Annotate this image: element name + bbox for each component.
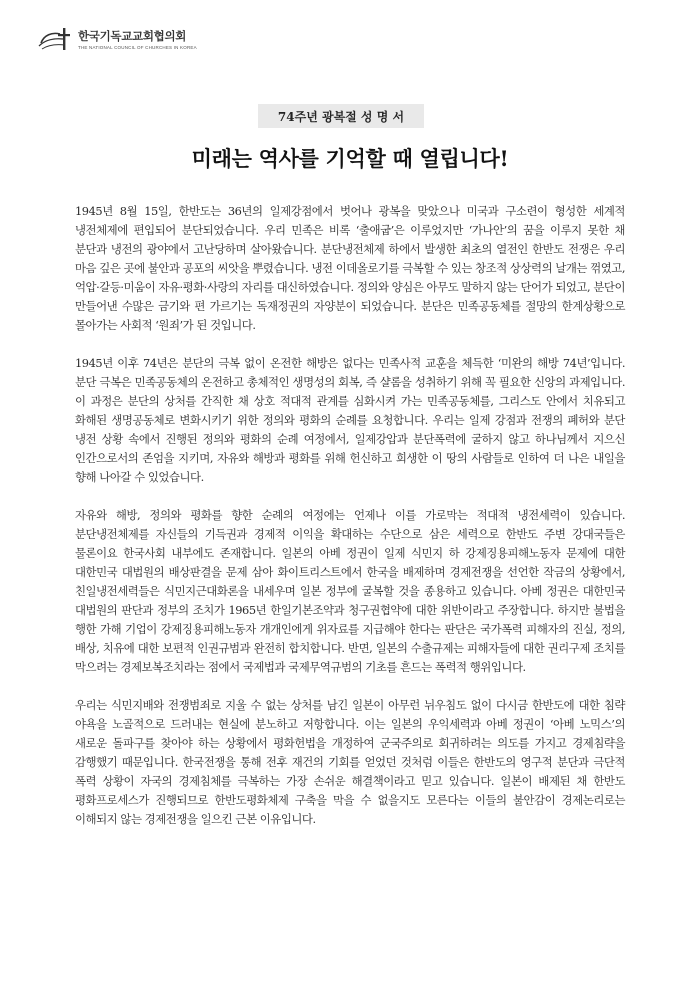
paragraph-2: 1945년 이후 74년은 분단의 극복 없이 온전한 해방은 없다는 민족사적 교훈을 체득한 ‘미완의 해방 74년’입니다. 분단 극복은 민족공동체의 온전하고 총체적인 생명성의 회복, 즉 샬롬을 성취하기 위해 꼭 필요한 신앙의 과제입니다. 이 과정은 분단의 상처를 간직한 채 상호 적대적 관계를 심화시켜 가는 민족공동체를, 그리스도 안에서 치유되고 화해된 생명공동체로 변화시키기 위한 정의와 평화의 순례를 요청합니다. 우리는 일제 강점과 전쟁의 폐허와 분단 냉전 상황 속에서 진행된 정의와 평화의 순례 여정에서, 일제강압과 분단폭력에 굴하지 않고 하나님께서 지으신 인간으로서의 존엄을 지키며, 자유와 해방과 평화를 위해 헌신하고 희생한 이 땅의 사람들로 인하여 더 나은 내일을 향해 나아갈 수 있었습니다.	[75, 356, 625, 484]
statement-body	[75, 202, 625, 848]
statement-badge: 74주년 광복절 성 명 서	[258, 104, 424, 128]
org-name-english: THE NATIONAL COUNCIL OF CHURCHES IN KOREA	[78, 45, 197, 50]
org-name-korean: 한국기독교교회협의회	[78, 29, 187, 43]
statement-title: 미래는 역사를 기억할 때 열립니다!	[191, 146, 509, 171]
paragraph-4: 우리는 식민지배와 전쟁범죄로 지울 수 없는 상처를 남긴 일본이 아무런 뉘우침도 없이 다시금 한반도에 대한 침략 야욕을 노골적으로 드러내는 현실에 분노하고 저항합니다. 이는 일본의 우익세력과 아베 정권이 ‘아베 노믹스’의 새로운 돌파구를 찾아야 하는 상황에서 평화헌법을 개정하여 군국주의로 회귀하려는 의도를 가지고 경제침략을 감행했기 때문입니다. 한국전쟁을 통해 전후 재건의 기회를 얻었던 것처럼 이들은 한반도의 영구적 분단과 극단적 폭력 상황이 자국의 경제침체를 극복하는 가장 손쉬운 해결책이라고 믿고 있습니다. 일본이 배제된 채 한반도 평화프로세스가 진행되므로 한반도평화체제 구축을 막을 수 없을지도 모른다는 이들의 불안감이 경제논리로는 이해되지 않는 경제전쟁을 일으킨 근본 이유입니다.	[75, 698, 625, 826]
ncck-logo-icon	[38, 26, 72, 52]
paragraph-3: 자유와 해방, 정의와 평화를 향한 순례의 여정에는 언제나 이를 가로막는 적대적 냉전세력이 있습니다. 분단냉전체제를 자신들의 기득권과 경제적 이익을 확대하는 수단으로 삼은 세력으로 한반도 주변 강대국들은 물론이요 한국사회 내부에도 존재합니다. 일본의 아베 정권이 일제 식민지 하 강제징용피해노동자 문제에 대한 대한민국 대법원의 배상판결을 문제 삼아 화이트리스트에서 한국을 배제하며 경제전쟁을 선언한 작금의 상황에서, 친일냉전세력들은 식민지근대화론을 내세우며 일본 정부에 굴복할 것을 종용하고 있습니다. 아베 정권은 대한민국 대법원의 판단과 정부의 조치가 1965년 한일기본조약과 청구권협약에 대한 위반이라고 주장합니다. 하지만 불법을 행한 가해 기업이 강제징용피해노동자 개개인에게 위자료를 지급해야 한다는 판단은 국가폭력 피해자의 진실, 정의, 배상, 치유에 대한 보편적 인권규범과 완전히 합치합니다. 반면, 일본의 수출규제는 피해자들에 대한 권리구제 조치를 막으려는 경제보복조치라는 점에서 국제법과 국제무역규범의 기초를 흔드는 폭력적 행위입니다.	[75, 508, 625, 674]
letterhead	[38, 26, 197, 52]
paragraph-1: 1945년 8월 15일, 한반도는 36년의 일제강점에서 벗어나 광복을 맞았으나 미국과 구소련이 형성한 세계적 냉전체제에 편입되어 분단되었습니다. 우리 민족은 비록 ‘출애굽’은 이루었지만 ‘가나안’의 꿈을 이루지 못한 채 분단과 냉전의 광야에서 고난당하며 살아왔습니다. 분단냉전체제 하에서 발생한 최초의 열전인 한반도 전쟁은 우리 마음 깊은 곳에 불안과 공포의 씨앗을 뿌렸습니다. 냉전 이데올로기를 극복할 수 있는 창조적 상상력의 날개는 꺾였고, 억압·갈등·미움이 자유·평화·사랑의 자리를 대신하였습니다. 정의와 양심은 아무도 말하지 않는 단어가 되었고, 분단이 만들어낸 수많은 금기와 편 가르기는 독재정권의 자양분이 되었습니다. 분단은 민족공동체를 절망의 한계상황으로 몰아가는 사회적 ‘원죄’가 된 것입니다.	[75, 204, 625, 332]
